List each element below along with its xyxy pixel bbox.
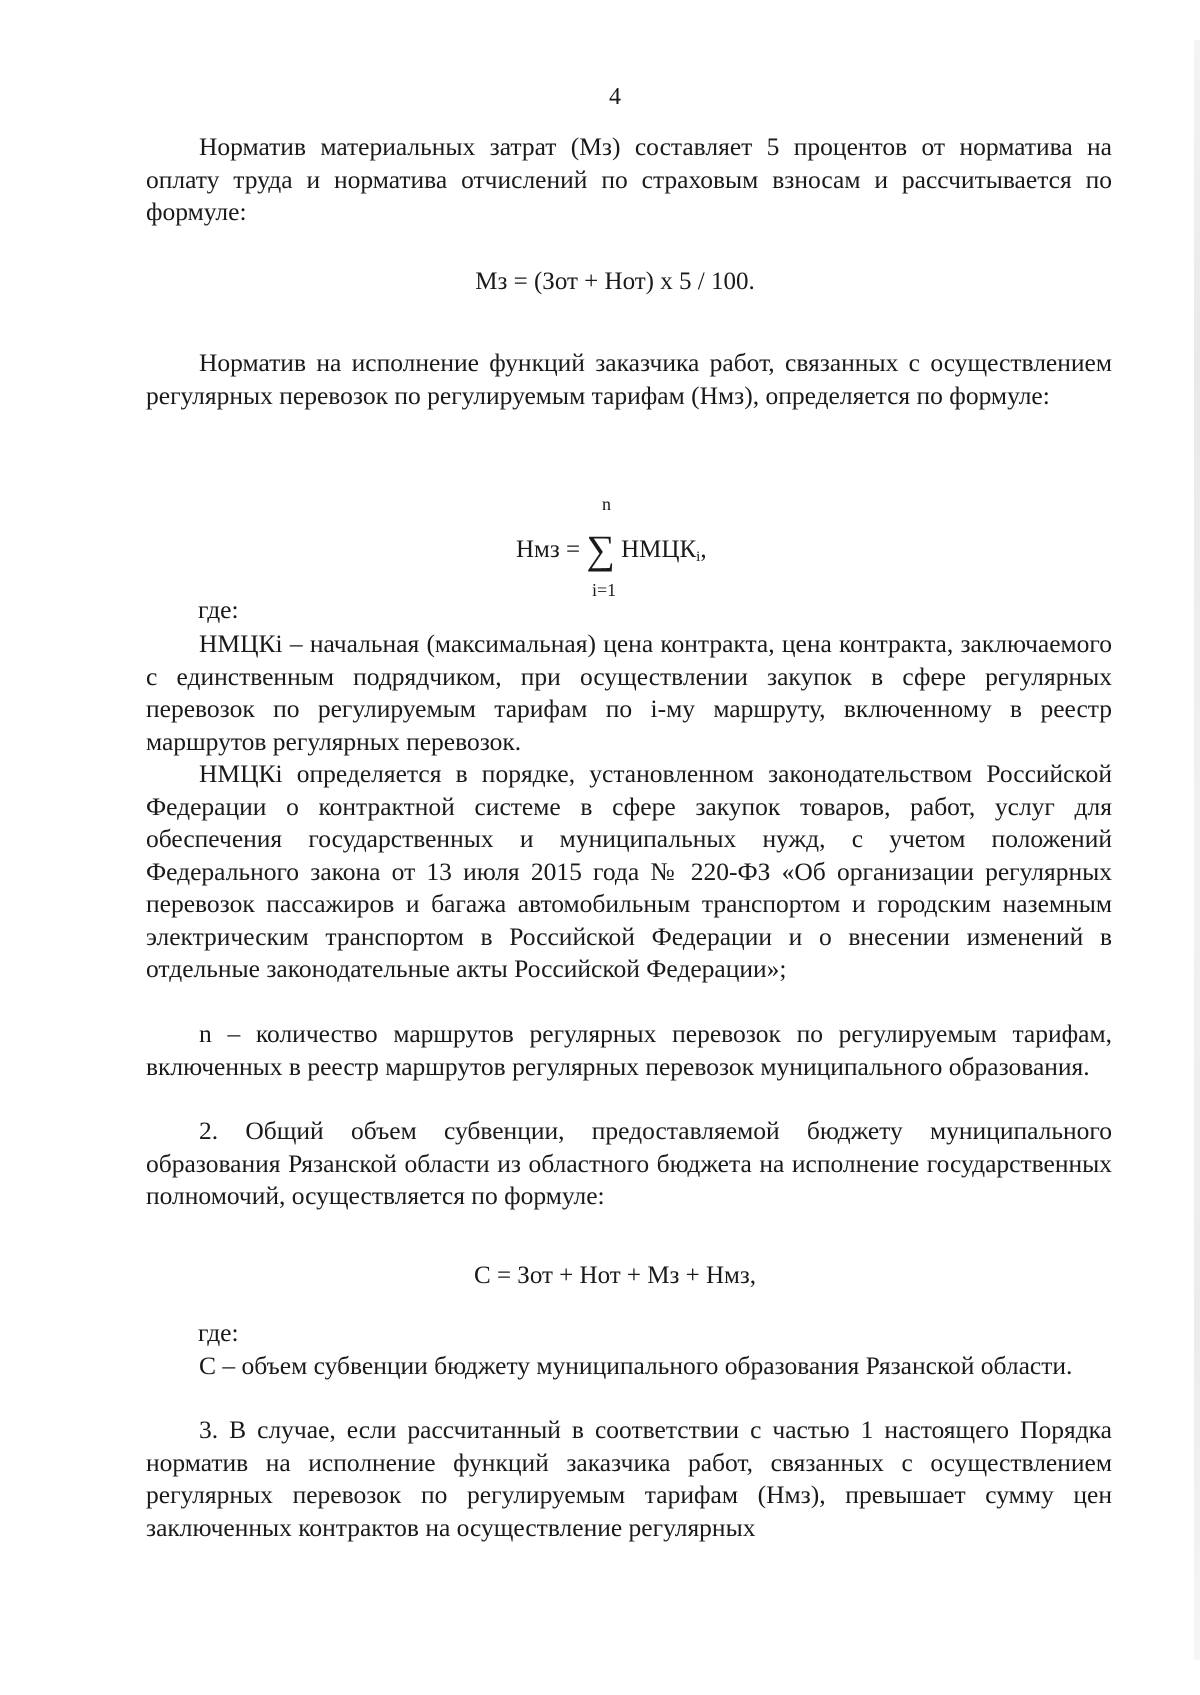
where-label-2: где: <box>198 1318 239 1347</box>
formula-c: С = Зот + Нот + Мз + Нмз, <box>474 1262 756 1289</box>
paragraph-customer-functions: Норматив на исполнение функций заказчика работ, связанных с осуществлением регулярных перевозок по регулируемым тарифам (Нмз), определяется по формуле: <box>146 348 1112 410</box>
paragraph-material-costs: Норматив материальных затрат (Мз) составляет 5 процентов от норматива на оплату труда и норматива отчислений по страховым взносам и рассчитывается по формуле: <box>146 132 1112 226</box>
sum-expression <box>516 526 707 573</box>
paragraph-c-definition: С – объем субвенции бюджету муниципального образования Рязанской области. <box>199 1351 1073 1380</box>
sum-upper-limit: n <box>602 494 611 514</box>
paragraph-excess-case: 3. В случае, если рассчитанный в соответствии с частью 1 настоящего Порядка норматив на исполнение функций заказчика работ, связанных с осуществлением регулярных перевозок по регулируемым тарифам (Нмз), превышает сумму цен заключенных контрактов на осуществление регулярных <box>146 1415 1112 1542</box>
formula-nmz <box>0 494 1200 604</box>
paragraph-nmck-procedure: НМЦКi определяется в порядке, установленном законодательством Российской Федерации о контрактной системе в сфере закупок товаров, работ, услуг для обеспечения государственных и муниципальных нужд, с учетом положений Федерального закона от 13 июля 2015 года № 220-ФЗ «Об организации регулярных перевозок пассажиров и багажа автомобильным транспортом и городским наземным электрическим транспортом в Российской Федерации и о внесении изменений в отдельные законодательные акты Российской Федерации»; <box>146 759 1112 983</box>
where-label-1: где: <box>198 595 239 624</box>
page-number: 4 <box>609 84 621 110</box>
paragraph-n-definition: n – количество маршрутов регулярных перевозок по регулируемым тарифам, включенных в реестр маршрутов регулярных перевозок муниципального образования. <box>146 1019 1112 1081</box>
paragraph-subvention-total: 2. Общий объем субвенции, предоставляемой бюджету муниципального образования Рязанской области из областного бюджета на исполнение государственных полномочий, осуществляется по формуле: <box>146 1116 1112 1210</box>
sum-lower-limit: i=1 <box>592 580 617 600</box>
sigma-symbol: ∑ <box>586 527 615 572</box>
sum-tail: , <box>700 536 707 563</box>
paragraph-nmck-definition: НМЦКi – начальная (максимальная) цена контракта, цена контракта, заключаемого с единственным подрядчиком, при осуществлении закупок в сфере регулярных перевозок по регулируемым тарифам по i-му маршруту, включенному в реестр маршрутов регулярных перевозок. <box>146 629 1112 756</box>
sum-lhs: Нмз = <box>516 536 587 563</box>
sum-rhs: НМЦК <box>621 536 697 563</box>
formula-mz: Мз = (Зот + Нот) х 5 / 100. <box>475 268 755 295</box>
sum-rhs-subscript: i <box>696 549 701 565</box>
